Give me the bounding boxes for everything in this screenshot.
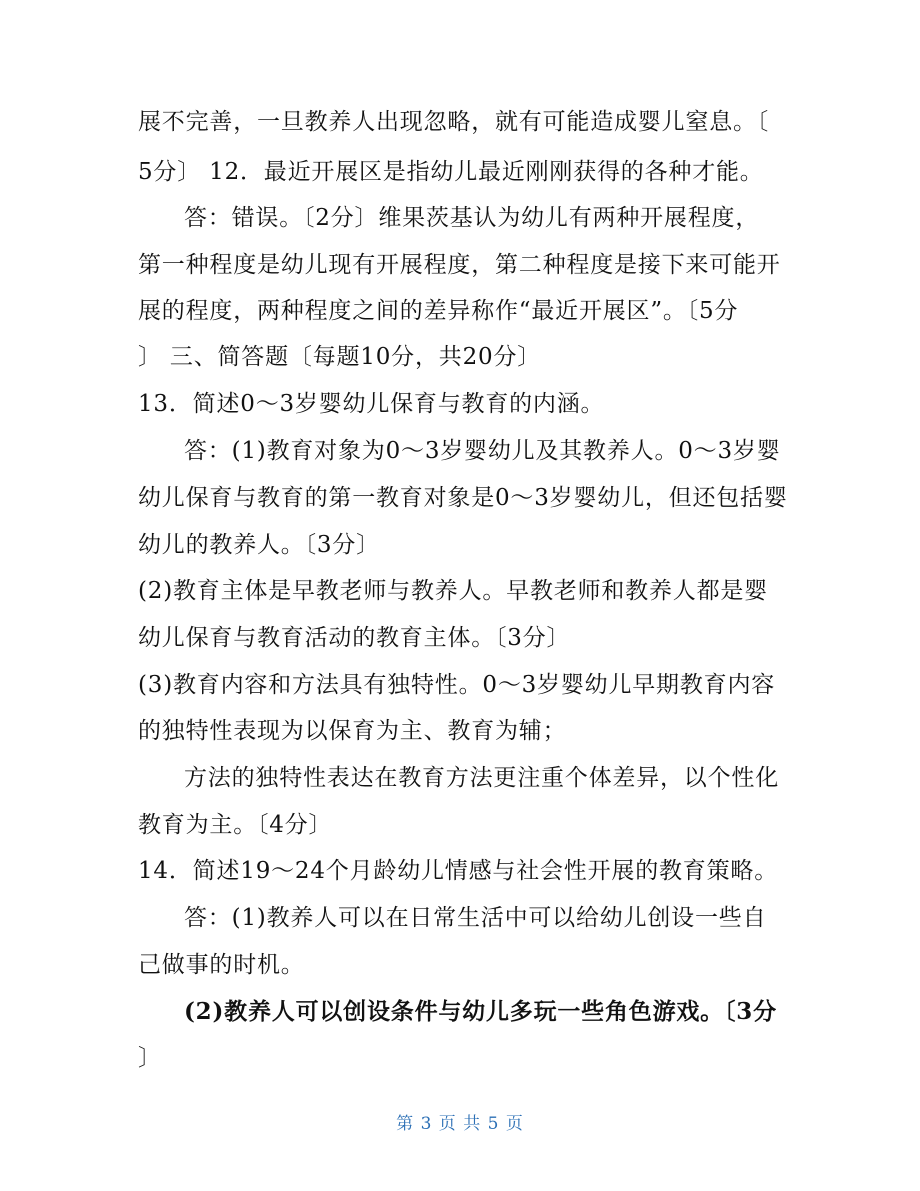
text-line: 幼儿的教养人。〔3分〕 <box>138 532 380 558</box>
text-line: 方法的独特性表达在教育方法更注重个体差异，以个性化 <box>184 765 779 791</box>
text-line: 幼儿保育与教育活动的教育主体。〔3分〕 <box>138 625 571 651</box>
text-line: 13．简述0～3岁婴幼儿保育与教育的内涵。 <box>138 391 605 417</box>
text-line: 14．简述19～24个月龄幼儿情感与社会性开展的教育策略。 <box>138 858 778 884</box>
text-line: 答：错误。〔2分〕维果茨基认为幼儿有两种开展程度， <box>184 205 760 231</box>
text-line: 幼儿保育与教育的第一教育对象是0～3岁婴幼儿，但还包括婴 <box>138 485 788 511</box>
text-line: 〕 三、简答题〔每题10分，共20分〕 <box>138 344 542 370</box>
text-line: 答：(1)教育对象为0～3岁婴幼儿及其教养人。0～3岁婴 <box>184 438 781 464</box>
text-line: 展的程度，两种程度之间的差异称作“最近开展区”。〔5分 <box>138 298 739 324</box>
text-line: 的独特性表现为以保育为主、教育为辅； <box>138 718 567 744</box>
page-number-footer: 第 3 页 共 5 页 <box>396 1114 524 1134</box>
text-line: 展不完善，一旦教养人出现忽略，就有可能造成婴儿窒息。〔 <box>138 109 770 135</box>
text-line: 第一种程度是幼儿现有开展程度，第二种程度是接下来可能开 <box>138 252 781 278</box>
text-line: (2)教育主体是早教老师与教养人。早教老师和教养人都是婴 <box>138 578 768 604</box>
text-line: 5分〕 12．最近开展区是指幼儿最近刚刚获得的各种才能。 <box>138 159 764 185</box>
text-line: (3)教育内容和方法具有独特性。0～3岁婴幼儿早期教育内容 <box>138 672 776 698</box>
text-line: 答：(1)教养人可以在日常生活中可以给幼儿创设一些自 <box>184 905 767 931</box>
text-line-bold: (2)教养人可以创设条件与幼儿多玩一些角色游戏。〔3分 <box>184 998 777 1025</box>
text-line: 教育为主。〔4分〕 <box>138 812 333 838</box>
text-line: 〕 <box>138 1045 162 1071</box>
text-line: 己做事的时机。 <box>138 952 305 978</box>
